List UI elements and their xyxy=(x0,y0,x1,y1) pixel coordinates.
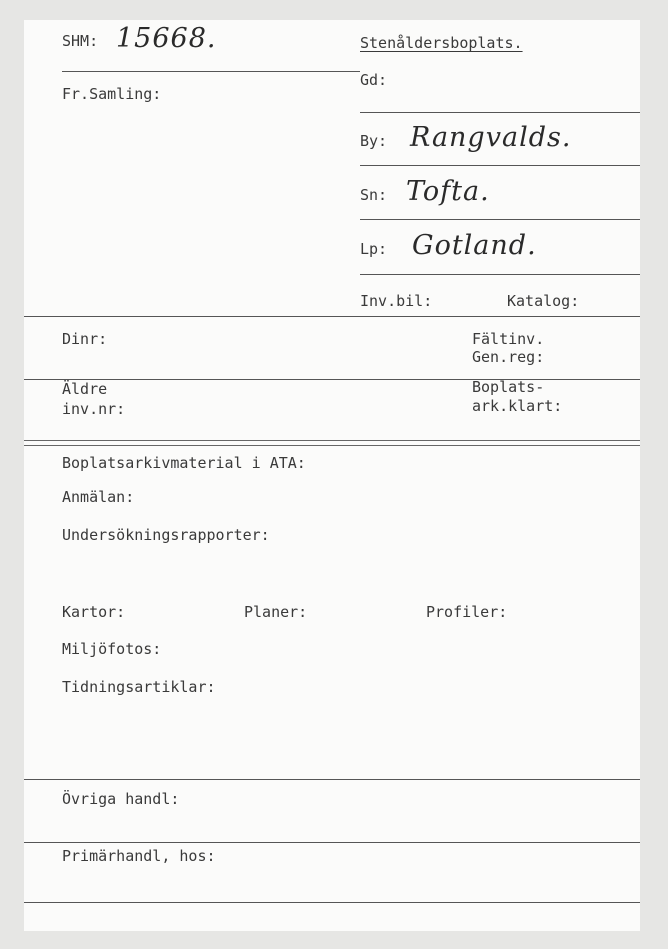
lp-line xyxy=(360,274,640,275)
double-divider-top xyxy=(24,440,640,441)
anmalan-label: Anmälan: xyxy=(62,488,135,506)
divider-2 xyxy=(24,379,640,380)
kartor-label: Kartor: xyxy=(62,603,126,621)
primar-label: Primärhandl, hos: xyxy=(62,847,216,865)
divider-4 xyxy=(24,842,640,843)
profiler-label: Profiler: xyxy=(426,603,508,621)
lp-value-handwritten: Gotland. xyxy=(412,230,537,261)
genreg-label: Gen.reg: xyxy=(472,348,545,366)
gd-label: Gd: xyxy=(360,71,388,89)
katalog-label: Katalog: xyxy=(507,292,580,310)
aldre-label: Äldre xyxy=(62,380,108,398)
shm-label: SHM: xyxy=(62,32,99,50)
by-value-handwritten: Rangvalds. xyxy=(410,122,572,153)
samling-label: Fr.Samling: xyxy=(62,85,162,103)
shm-number-handwritten: 15668. xyxy=(116,23,217,54)
by-label: By: xyxy=(360,132,388,150)
lp-label: Lp: xyxy=(360,240,388,258)
invbil-label: Inv.bil: xyxy=(360,292,433,310)
gd-line xyxy=(360,112,640,113)
index-card xyxy=(24,20,640,931)
boplats-label: Boplats- xyxy=(472,378,545,396)
faltinv-label: Fältinv. xyxy=(472,330,545,348)
invnr-label: inv.nr: xyxy=(62,400,126,418)
card-title: Stenåldersboplats. xyxy=(360,34,523,52)
miljofotos-label: Miljöfotos: xyxy=(62,640,162,658)
by-line xyxy=(360,165,640,166)
planer-label: Planer: xyxy=(244,603,308,621)
ovriga-label: Övriga handl: xyxy=(62,790,180,808)
divider-3 xyxy=(24,779,640,780)
rapporter-label: Undersökningsrapporter: xyxy=(62,526,270,544)
tidning-label: Tidningsartiklar: xyxy=(62,678,216,696)
sn-line xyxy=(360,219,640,220)
arkklart-label: ark.klart: xyxy=(472,397,563,415)
archive-heading: Boplatsarkivmaterial i ATA: xyxy=(62,454,306,472)
divider-5 xyxy=(24,902,640,903)
shm-underline xyxy=(62,71,360,72)
sn-label: Sn: xyxy=(360,186,388,204)
dinr-label: Dinr: xyxy=(62,330,108,348)
double-divider-bottom xyxy=(24,445,640,446)
divider-1 xyxy=(24,316,640,317)
sn-value-handwritten: Tofta. xyxy=(406,176,490,207)
